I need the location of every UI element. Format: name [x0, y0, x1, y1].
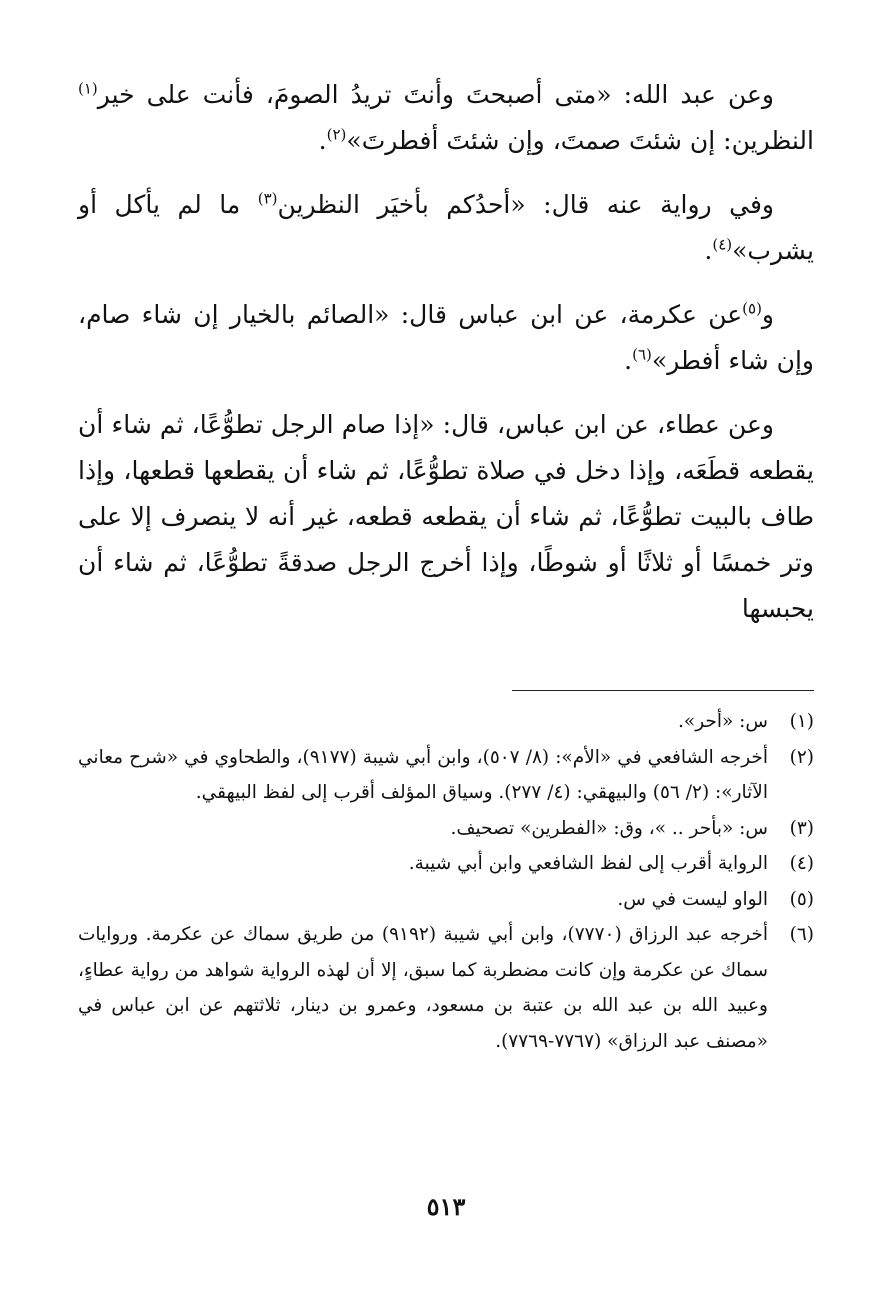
paragraph-3 — [78, 292, 814, 384]
paragraph-2-text-a: وفي رواية عنه قال: «أحدُكم بأخيَر النظرين — [277, 190, 774, 219]
footnote-text: س: «بأحر .. »، وق: «الفطرين» تصحيف. — [450, 817, 768, 839]
footnote-ref-2: (٢) — [326, 125, 347, 144]
paragraph-2-text-b: ما لم يأكل أو يشرب» — [78, 190, 814, 265]
footnote-6 — [78, 917, 814, 1059]
footnote-number: (٥) — [789, 888, 814, 910]
footnote-text: أخرجه عبد الرزاق (٧٧٧٠)، وابن أبي شيبة (٩١٩٢) من طريق سماك عن عكرمة. وروايات سماك عن عكرمة وإن كانت مضطربة كما سبق، إلا أن لهذه الرواية شواهد من رواية عطاءٍ، وعبيد الله بن عبد الله بن عتبة بن مسعود، وعمرو بن دينار، ثلاثتهم عن ابن عباس في «مصنف عبد الرزاق» (٧٧٦٧-٧٧٦٩). — [78, 924, 768, 1052]
footnote-4 — [78, 846, 814, 882]
footnote-number: (٢) — [789, 746, 814, 768]
footnote-divider — [512, 690, 814, 691]
paragraph-3-text-c: . — [624, 346, 633, 375]
footnote-1 — [78, 704, 814, 740]
footnote-text: أخرجه الشافعي في «الأم»: (٨/ ٥٠٧)، وابن أبي شيبة (٩١٧٧)، والطحاوي في «شرح معاني الآثار»: (٢/ ٥٦) والبيهقي: (٤/ ٢٧٧). وسياق المؤلف أقرب إلى لفظ البيهقي. — [78, 746, 768, 803]
footnote-number: (١) — [789, 711, 814, 732]
paragraph-2 — [78, 182, 814, 274]
footnote-ref-5: (٥) — [742, 299, 762, 318]
footnote-ref-6: (٦) — [632, 345, 652, 364]
paragraph-3-text-b: عن عكرمة، عن ابن عباس قال: «الصائم بالخيار إن شاء صام، وإن شاء أفطر» — [78, 300, 814, 375]
footnote-3 — [78, 811, 814, 847]
paragraph-2-text-c: . — [704, 236, 713, 265]
footnote-ref-1: (١) — [78, 79, 98, 98]
footnote-text: الرواية أقرب إلى لفظ الشافعي وابن أبي شيبة. — [408, 853, 768, 874]
paragraph-1-text-a: وعن عبد الله: «متى أصبحتَ وأنتَ تريدُ الصومَ، فأنت على خير — [97, 80, 774, 109]
paragraph-1 — [78, 72, 814, 164]
paragraph-4: وعن عطاء، عن ابن عباس، قال: «إذا صام الرجل تطوُّعًا، ثم شاء أن يقطعه قطَعَه، وإذا دخل في صلاة تطوُّعًا، ثم شاء أن يقطعها قطعها، وإذا طاف بالبيت تطوُّعًا، ثم شاء أن يقطعه قطعه، غير أنه لا ينصرف إلا على وتر خمسًا أو ثلاثًا أو شوطًا، وإذا أخرج الرجل صدقةً تطوُّعًا، ثم شاء أن يحبسها — [78, 410, 814, 623]
footnote-text: س: «أحر». — [678, 711, 768, 732]
footnote-5 — [78, 882, 814, 918]
footnotes — [78, 704, 814, 1059]
paragraph-1-text-b: النظرين: إن شئتَ صمتَ، وإن شئتَ أفطرتَ» — [346, 126, 814, 155]
footnote-number: (٦) — [789, 924, 814, 945]
footnote-number: (٣) — [789, 817, 814, 839]
paragraph-3-text-a: و — [761, 300, 774, 329]
footnote-ref-4: (٤) — [712, 235, 733, 254]
footnote-number: (٤) — [789, 853, 814, 874]
footnote-2 — [78, 740, 814, 811]
paragraph-1-text-c: . — [318, 126, 327, 155]
page-number: ٥١٣ — [426, 1192, 466, 1221]
main-text — [78, 72, 814, 650]
footnote-ref-3: (٣) — [257, 189, 278, 208]
footnote-text: الواو ليست في س. — [617, 888, 768, 910]
